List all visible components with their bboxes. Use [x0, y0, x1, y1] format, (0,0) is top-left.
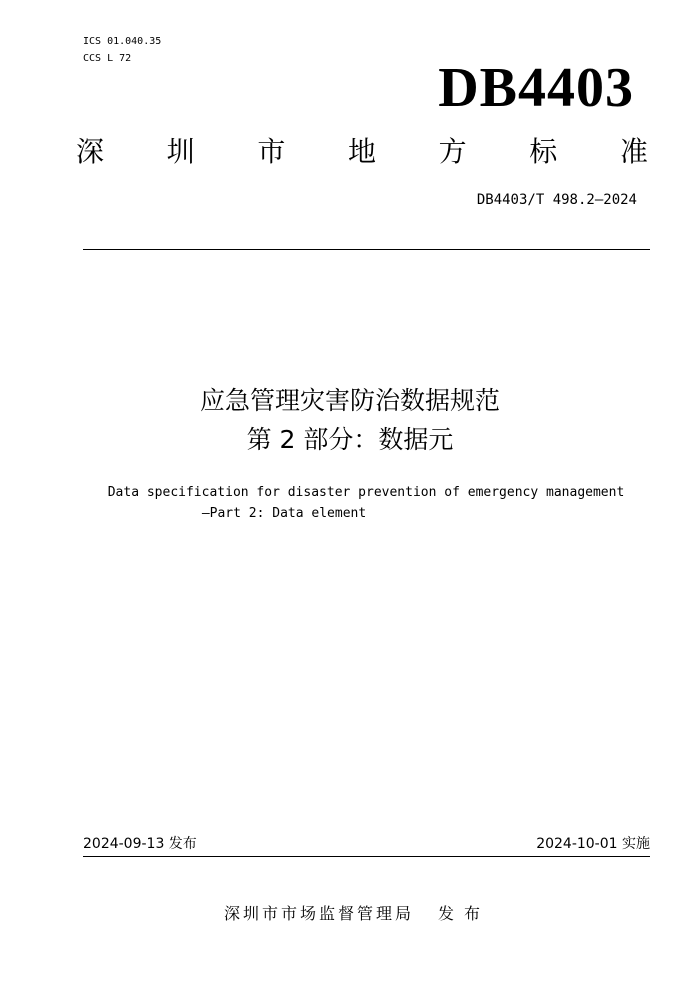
document-subtitle: 第 2 部分：数据元 — [246, 425, 454, 454]
publisher-line — [0, 904, 700, 924]
standard-type-char: 标 — [529, 135, 558, 168]
implementation-date: 2024-10-01 实施 — [536, 836, 650, 852]
document-title: 应急管理灾害防治数据规范 — [199, 386, 500, 415]
standard-type-char: 圳 — [166, 135, 195, 168]
standard-number: DB4403/T 498.2—2024 — [476, 192, 637, 208]
english-subtitle: —Part 2: Data element — [201, 506, 367, 521]
english-title: Data specification for disaster prevention of emergency management — [107, 485, 625, 500]
standard-type-char: 市 — [257, 135, 286, 168]
standard-type-heading — [76, 134, 648, 170]
ccs-code: CCS L 72 — [83, 53, 132, 64]
top-divider — [83, 249, 650, 250]
publish-action: 发布 — [438, 904, 491, 923]
standard-type-char: 方 — [438, 135, 467, 168]
standard-type-char: 深 — [76, 135, 105, 168]
ics-code: ICS 01.040.35 — [83, 36, 162, 47]
standard-type-char: 地 — [347, 135, 376, 168]
bottom-divider — [83, 856, 650, 857]
standard-code-mark: DB4403 — [438, 57, 634, 119]
issue-date: 2024-09-13 发布 — [83, 836, 197, 852]
standard-type-char: 准 — [619, 135, 648, 168]
publisher-organization: 深圳市市场监督管理局 — [223, 904, 414, 923]
